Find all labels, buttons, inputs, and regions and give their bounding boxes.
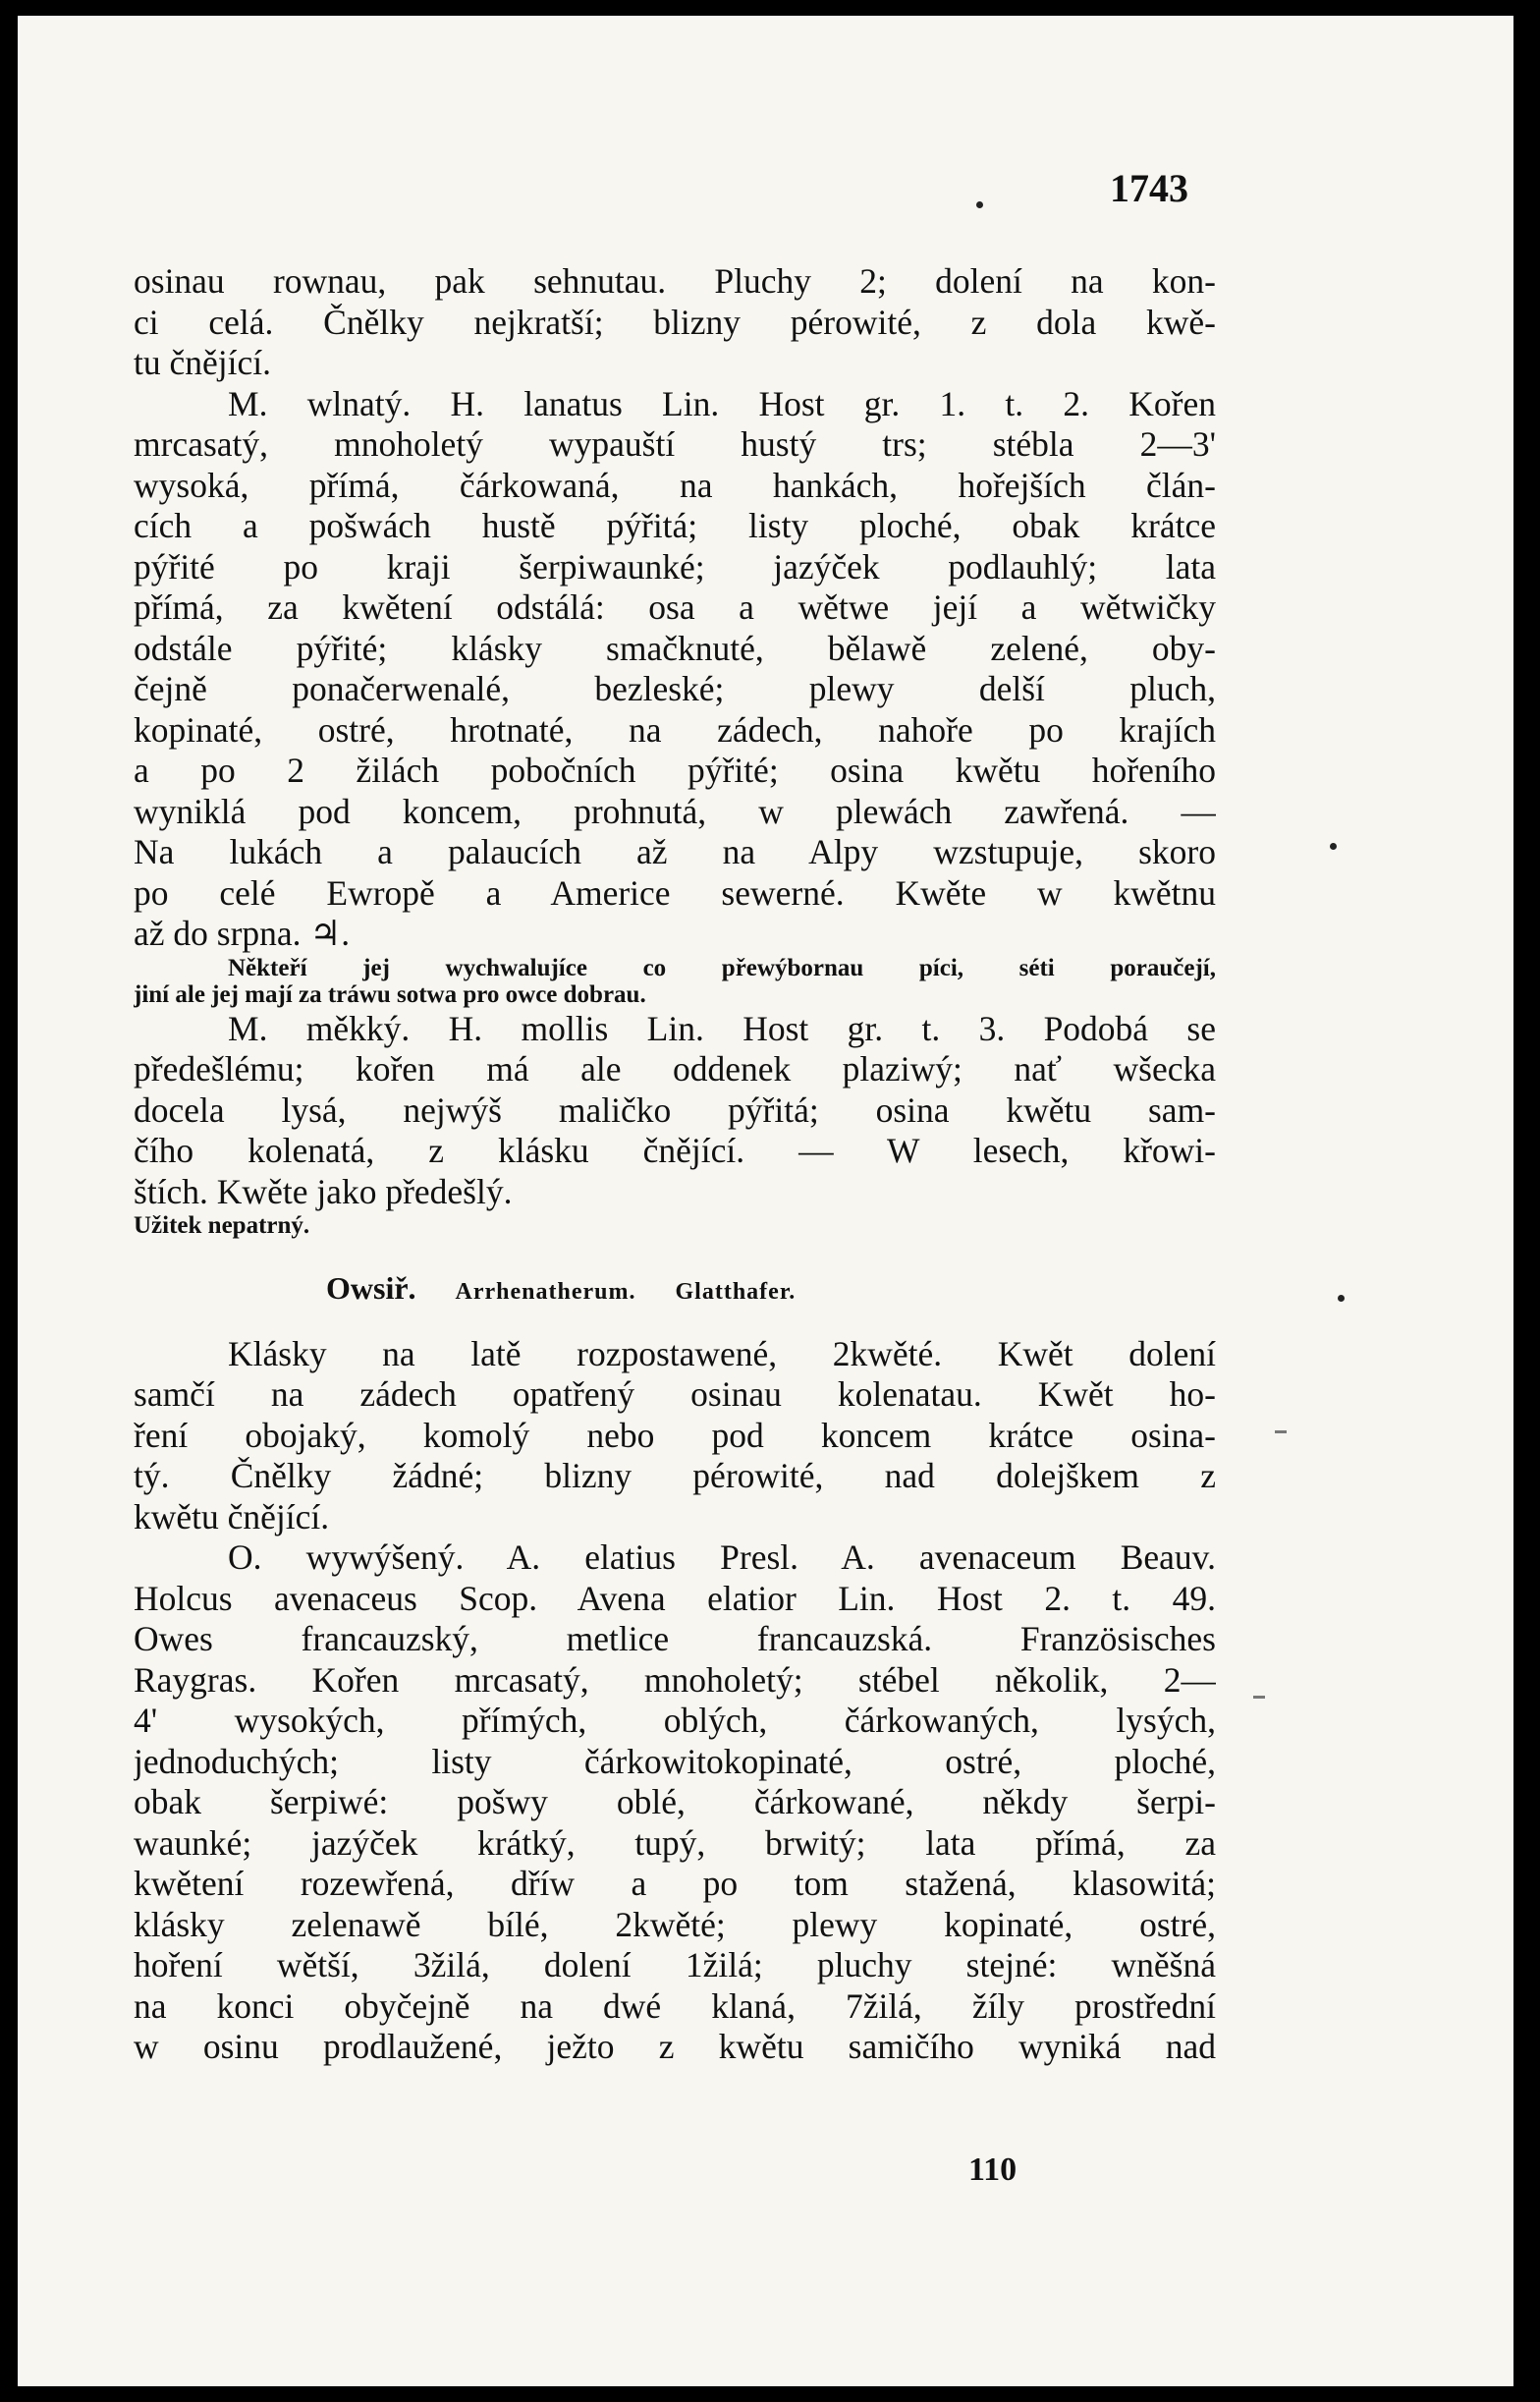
margin-speck [1330,843,1337,850]
text-line: přímá, za kwětení odstálá: osa a wětwe její a wětwičky [134,587,1216,627]
text-line: cích a pošwách hustě pýřitá; listy ploché, obak krátce [134,506,1216,545]
text-line: štích. Kwěte jako předešlý. [134,1171,513,1211]
genus-name-latin: Arrhenatherum. [455,1278,636,1305]
text-line: osinau rownau, pak sehnutau. Pluchy 2; dolení na kon- [134,261,1216,301]
text-line: 4' wysokých, přímých, oblých, čárkowaných, lysých, [134,1701,1216,1740]
text-line: Owes francauzský, metlice francauzská. Französisches [134,1619,1216,1658]
text-line: wysoká, přímá, čárkowaná, na hankách, hořejších člán- [134,465,1216,505]
text-line: kwětu čnějící. [134,1496,330,1536]
text-line: Klásky na latě rozpostawené, 2kwěté. Kwět dolení [228,1333,1216,1373]
text-line: waunké; jazýček krátký, tupý, brwitý; lata přímá, za [134,1822,1216,1863]
margin-speck [976,201,983,208]
margin-mark [1275,1430,1287,1433]
text-line: čejně ponačerwenalé, bezleské; plewy delší pluch, [134,669,1216,708]
signature-mark: 110 [968,2151,1018,2188]
text-line: jednoduchých; listy čárkowitokopinaté, ostré, ploché, [134,1741,1216,1781]
text-line: ření obojaký, komolý nebo pod koncem krátce osina- [134,1415,1216,1455]
note-line: jiní ale jej mají za tráwu sotwa pro owce dobrau. [134,981,646,1008]
margin-speck [1338,1295,1345,1302]
text-line: mrcasatý, mnoholetý wypauští hustý trs; stébla 2—3' [134,424,1216,464]
book-page [18,16,1513,2386]
text-line: klásky zelenawě bílé, 2kwěté; plewy kopinaté, ostré, [134,1904,1216,1944]
text-line: předešlému; kořen má ale oddenek plaziwý; nať wšecka [134,1049,1216,1089]
text-column [134,261,1216,2068]
text-line: pýřité po kraji šerpiwaunké; jazýček podlauhlý; lata [134,546,1216,587]
text-line: Na lukách a palaucích až na Alpy wzstupuje, skoro [134,832,1216,871]
text-line: samčí na zádech opatřený osinau kolenatau. Kwět ho- [134,1374,1216,1414]
text-line: kopinaté, ostré, hrotnaté, na zádech, nahoře po krajích [134,709,1216,750]
text-line: kwětení rozewřená, dříw a po tom stažená, klasowitá; [134,1864,1216,1903]
text-line: až do srpna. ♃. [134,914,351,953]
text-line: na konci obyčejně na dwé klaná, 7žilá, žíly prostřední [134,1985,1216,2026]
text-line: tý. Čnělky žádné; blizny pérowité, nad dolejškem z [134,1456,1216,1495]
margin-mark [1253,1696,1265,1699]
text-line: M. wlnatý. H. lanatus Lin. Host gr. 1. t. 2. Kořen [228,383,1216,423]
text-line: obak šerpiwé: pošwy oblé, čárkowané, někdy šerpi- [134,1782,1216,1821]
note-line: Užitek nepatrný. [134,1212,310,1239]
text-line: ci celá. Čnělky nejkratší; blizny pérowité, z dola kwě- [134,302,1216,342]
text-line: odstále pýřité; klásky smačknuté, bělawě zelené, oby- [134,628,1216,668]
page-number: 1743 [1110,166,1188,210]
text-line: wyniklá pod koncem, prohnutá, w plewách zawřená. — [134,791,1216,831]
text-line: a po 2 žilách pobočních pýřité; osina kwětu hořeního [134,751,1216,790]
text-line: Raygras. Kořen mrcasatý, mnoholetý; stébel několik, 2— [134,1659,1216,1700]
text-line: docela lysá, nejwýš maličko pýřitá; osina kwětu sam- [134,1089,1216,1130]
genus-name-german: Glatthafer. [675,1278,797,1305]
text-line: O. wywýšený. A. elatius Presl. A. avenaceum Beauv. [228,1537,1216,1577]
genus-name-czech: Owsiř. [326,1269,416,1306]
text-line: M. měkký. H. mollis Lin. Host gr. t. 3. Podobá se [228,1008,1216,1048]
text-line: Holcus avenaceus Scop. Avena elatior Lin. Host 2. t. 49. [134,1578,1216,1618]
text-line: po celé Ewropě a Americe sewerné. Kwěte w kwětnu [134,872,1216,913]
text-line: čího kolenatá, z klásku čnějící. — W lesech, křowi- [134,1131,1216,1170]
note-line: Někteří jej wychwalujíce co přewýbornau píci, séti poraučejí, [228,954,1216,981]
genus-heading [134,1259,1216,1316]
text-line: hoření wětší, 3žilá, dolení 1žilá; pluchy stejné: wněšná [134,1945,1216,1984]
text-line: tu čnějící. [134,343,271,382]
text-line: w osinu prodlaužené, ježto z kwětu samičího wyniká nad [134,2027,1216,2066]
